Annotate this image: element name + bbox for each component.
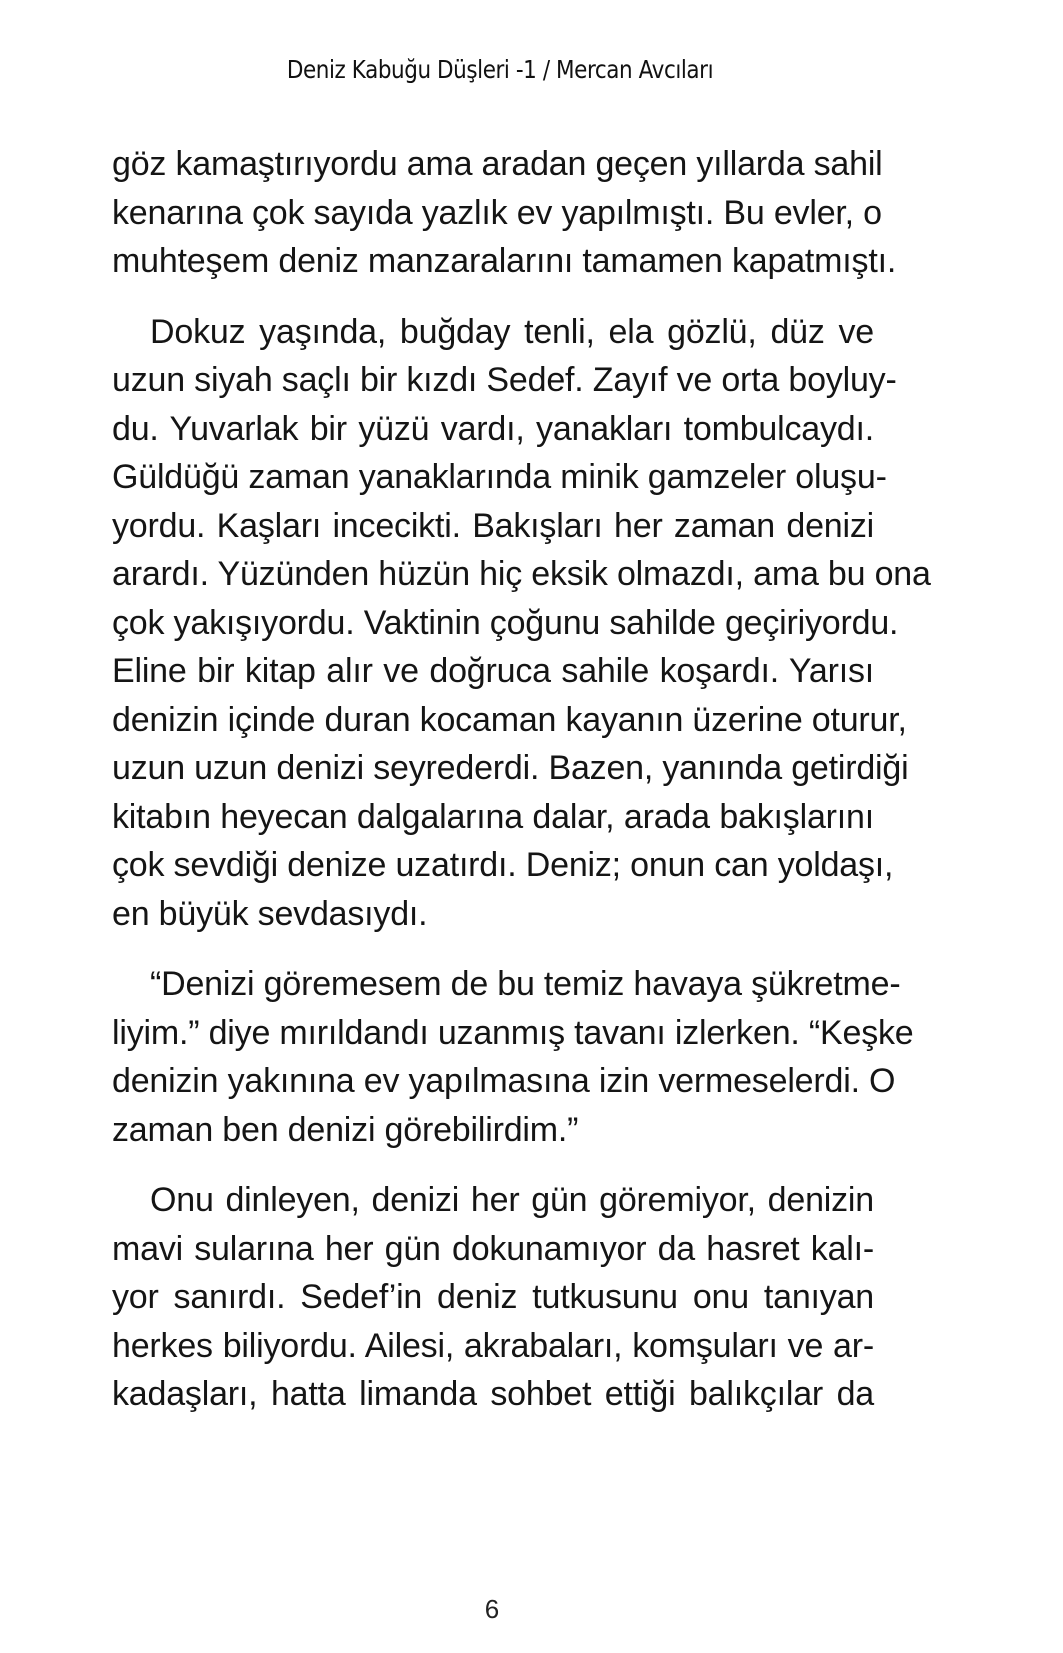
text-line: göz kamaştırıyordu ama aradan geçen yıllarda sahil [112,145,883,183]
text-line: muhteşem deniz manzaralarını tamamen kapatmıştı. [112,242,897,280]
text-line: yor sanırdı. Sedef’in deniz tutkusunu onu tanıyan [112,1278,874,1316]
text-line: Güldüğü zaman yanaklarında minik gamzeler oluşu- [112,458,887,496]
paragraph-3 [112,960,914,1154]
paragraph-4 [112,1176,874,1419]
text-line: Dokuz yaşında, buğday tenli, ela gözlü, düz ve [150,312,874,351]
text-line: Onu dinleyen, denizi her gün göremiyor, denizin [150,1181,874,1219]
text-line: denizin içinde duran kocaman kayanın üzerine oturur, [112,700,907,739]
page-number: 6 [484,1594,500,1624]
text-line: kitabın heyecan dalgalarına dalar, arada bakışlarını [112,797,874,836]
running-header: Deniz Kabuğu Düşleri -1 / Mercan Avcıları [286,55,714,84]
text-line: kenarına çok sayıda yazlık ev yapılmıştı. Bu evler, o [112,193,882,232]
text-line: yordu. Kaşları incecikti. Bakışları her zaman denizi [112,506,874,545]
text-line: “Denizi göremesem de bu temiz havaya şükretme- [150,965,901,1003]
text-line: en büyük sevdasıydı. [112,894,428,933]
text-line: zaman ben denizi görebilirdim.” [112,1110,579,1149]
paragraph-2 [112,308,931,939]
text-line: mavi sularına her gün dokunamıyor da hasret kalı- [112,1229,874,1268]
text-line: liyim.” diye mırıldandı uzanmış tavanı izlerken. “Keşke [112,1013,914,1052]
text-line: herkes biliyordu. Ailesi, akrabaları, komşuları ve ar- [112,1326,874,1365]
text-line: kadaşları, hatta limanda sohbet ettiği balıkçılar da [112,1375,874,1413]
text-line: Eline bir kitap alır ve doğruca sahile koşardı. Yarısı [112,652,874,690]
paragraph-1 [112,140,897,286]
text-line: denizin yakınına ev yapılmasına izin vermeselerdi. O [112,1062,896,1100]
body-text [112,140,931,1441]
text-line: uzun siyah saçlı bir kızdı Sedef. Zayıf ve orta boyluy- [112,361,897,399]
text-line: arardı. Yüzünden hüzün hiç eksik olmazdı, ama bu ona [112,555,931,593]
text-line: uzun uzun denizi seyrederdi. Bazen, yanında getirdiği [112,749,909,787]
text-line: du. Yuvarlak bir yüzü vardı, yanakları tombulcaydı. [112,409,874,448]
text-line: çok sevdiği denize uzatırdı. Deniz; onun can yoldaşı, [112,846,894,884]
text-line: çok yakışıyordu. Vaktinin çoğunu sahilde geçiriyordu. [112,603,899,642]
